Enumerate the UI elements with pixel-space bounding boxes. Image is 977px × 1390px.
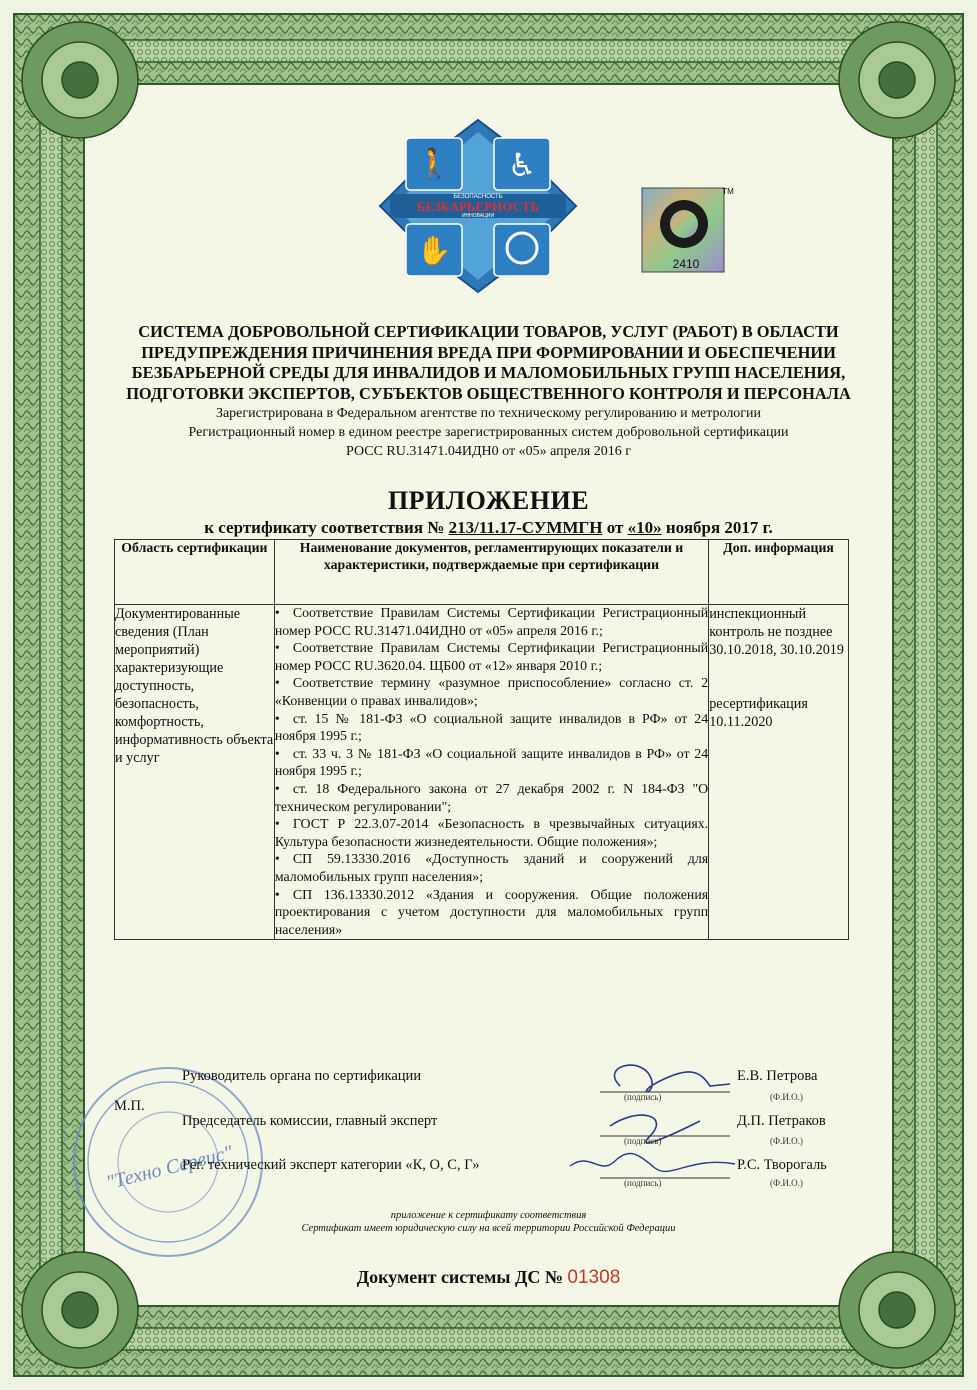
recertification-info: ресертификация 10.11.2020 — [709, 696, 808, 730]
certificate-number: 213/11.17-СУММГН — [448, 518, 603, 537]
system-title-line: ПОДГОТОВКИ ЭКСПЕРТОВ, СУБЪЕКТОВ ОБЩЕСТВЕННОГО КОНТРОЛЯ И ПЕРСОНАЛА — [126, 383, 851, 403]
svg-text:✋: ✋ — [416, 234, 452, 267]
table-header-row — [115, 540, 849, 605]
document-item: • Соответствие термину «разумное приспособление» согласно ст. 2 «Конвенции о правах инвалидов»; — [274, 676, 709, 709]
svg-text:♿: ♿ — [507, 146, 537, 184]
appendix-subtitle — [100, 518, 877, 538]
bezbarernost-logo — [378, 118, 578, 294]
scope-cell: Документированные сведения (План мероприятий) характеризующие доступность, безопасность, комфортность, информативность объекта и услуг — [115, 605, 275, 940]
registration-agency: Зарегистрирована в Федеральном агентстве по техническому регулированию и метрологии — [215, 406, 762, 421]
document-text: Соответствие термину «разумное приспособление» согласно ст. 2 «Конвенции о правах инвалидов»; — [274, 676, 709, 709]
certificate-day: «10» — [627, 518, 662, 537]
svg-text:TM: TM — [722, 187, 734, 196]
documents-cell — [274, 605, 708, 940]
appendix-table — [114, 539, 849, 940]
document-item: • СП 59.13330.2016 «Доступность зданий и сооружений для маломобильных групп населения»; — [274, 852, 709, 885]
document-item: • ГОСТ Р 22.3.07-2014 «Безопасность в чрезвычайных ситуациях. Культура безопасности жизнедеятельности. Общие положения»; — [274, 817, 709, 850]
registration-number: РОСС RU.31471.04ИДН0 от «05» апреля 2016 г — [346, 444, 631, 459]
signatory-name: Р.С. Творогаль — [737, 1157, 827, 1173]
document-item: • Соответствие Правилам Системы Сертификации Регистрационный номер РОСС RU.31471.04ИДН0 от «05» апреля 2016 г.; — [274, 606, 709, 639]
document-text: Соответствие Правилам Системы Сертификации Регистрационный номер РОСС RU.3620.04. ЩБ00 от «12» января 2010 г.; — [274, 641, 709, 674]
document-text: Соответствие Правилам Системы Сертификации Регистрационный номер РОСС RU.31471.04ИДН0 от «05» апреля 2016 г.; — [274, 606, 709, 639]
name-caption: (Ф.И.О.) — [770, 1178, 803, 1188]
signature-caption: (подпись) — [624, 1178, 662, 1188]
subtitle-mid: от — [602, 518, 628, 537]
document-item: • СП 136.13330.2012 «Здания и сооружения. Общие положения проектирования с учетом доступности для маломобильных групп населения» — [274, 887, 709, 938]
document-item: • ст. 15 № 181-ФЗ «О социальной защите инвалидов в РФ» от 24 ноября 1995 г.; — [274, 711, 709, 745]
signatory-role: Председатель комиссии, главный эксперт — [182, 1113, 438, 1129]
svg-text:🚶: 🚶 — [415, 147, 453, 182]
svg-text:БЕЗБАРЬЕРНОСТЬ: БЕЗБАРЬЕРНОСТЬ — [416, 199, 540, 214]
footer-note: приложение к сертификату соответствия — [390, 1210, 587, 1221]
system-title-line: СИСТЕМА ДОБРОВОЛЬНОЙ СЕРТИФИКАЦИИ ТОВАРОВ, УСЛУГ (РАБОТ) В ОБЛАСТИ — [138, 322, 839, 341]
svg-text:ИННОВАЦИИ: ИННОВАЦИИ — [461, 213, 495, 219]
document-text: СП 136.13330.2012 «Здания и сооружения. Общие положения проектирования с учетом доступности для маломобильных групп населения» — [274, 887, 709, 938]
document-item: • Соответствие Правилам Системы Сертификации Регистрационный номер РОСС RU.3620.04. ЩБ00 от «12» января 2010 г.; — [274, 641, 709, 674]
hologram-sticker — [640, 180, 736, 276]
document-text: СП 59.13330.2016 «Доступность зданий и сооружений для маломобильных групп населения»; — [274, 852, 709, 885]
signatory-role: Рег. технический эксперт категории «К, О, С, Г» — [182, 1157, 480, 1173]
signatory-name: Д.П. Петраков — [737, 1113, 826, 1129]
svg-text:"Техно Сервис": "Техно Сервис" — [103, 1141, 235, 1195]
document-number — [100, 1267, 877, 1289]
document-text: ст. 33 ч. 3 № 181-ФЗ «О социальной защите инвалидов в РФ» от 24 ноября 1995 г.; — [274, 746, 709, 780]
document-item: • ст. 33 ч. 3 № 181-ФЗ «О социальной защите инвалидов в РФ» от 24 ноября 1995 г.; — [274, 746, 709, 780]
document-text: ст. 18 Федерального закона от 27 декабря 2002 г. N 184-ФЗ "О техническом регулировании"; — [274, 781, 709, 815]
appendix-title: ПРИЛОЖЕНИЕ — [387, 486, 590, 515]
document-number-value: 01308 — [567, 1267, 621, 1288]
registration-number-label: Регистрационный номер в едином реестре зарегистрированных систем добровольной сертификации — [188, 425, 789, 440]
header-info: Доп. информация — [709, 540, 849, 605]
document-text: ГОСТ Р 22.3.07-2014 «Безопасность в чрезвычайных ситуациях. Культура безопасности жизнедеятельности. Общие положения»; — [274, 817, 709, 850]
document-number-label: Документ системы ДС № — [356, 1267, 568, 1287]
document-text: ст. 15 № 181-ФЗ «О социальной защите инвалидов в РФ» от 24 ноября 1995 г.; — [274, 711, 709, 745]
document-item: • ст. 18 Федерального закона от 27 декабря 2002 г. N 184-ФЗ "О техническом регулировании"; — [274, 781, 709, 815]
signature-caption: (подпись) — [624, 1092, 662, 1102]
signature-image — [560, 1056, 740, 1196]
inspection-info: инспекционный контроль не позднее 30.10.2018, 30.10.2019 — [709, 606, 844, 658]
system-title-line: ПРЕДУПРЕЖДЕНИЯ ПРИЧИНЕНИЯ ВРЕДА ПРИ ФОРМИРОВАНИИ И ОБЕСПЕЧЕНИИ — [141, 342, 836, 362]
system-title-line: БЕЗБАРЬЕРНОЙ СРЕДЫ ДЛЯ ИНВАЛИДОВ И МАЛОМОБИЛЬНЫХ ГРУПП НАСЕЛЕНИЯ, — [131, 363, 846, 382]
footer-validity: Сертификат имеет юридическую силу на всей территории Российской Федерации — [301, 1223, 676, 1234]
info-cell — [709, 605, 849, 940]
stamp-place-label: М.П. — [114, 1098, 145, 1114]
signature-caption: (подпись) — [624, 1136, 662, 1146]
table-row — [115, 605, 849, 940]
signatory-name: Е.В. Петрова — [737, 1068, 818, 1084]
subtitle-prefix: к сертификату соответствия № — [204, 518, 449, 537]
name-caption: (Ф.И.О.) — [770, 1136, 803, 1146]
header-scope: Область сертификации — [115, 540, 275, 605]
signatory-role: Руководитель органа по сертификации — [182, 1068, 422, 1084]
svg-text:2410: 2410 — [672, 257, 700, 271]
svg-text:БЕЗОПАСНОСТЬ: БЕЗОПАСНОСТЬ — [453, 194, 503, 200]
header-documents: Наименование документов, регламентирующих показатели и характеристики, подтверждаемые при сертификации — [274, 540, 708, 605]
name-caption: (Ф.И.О.) — [770, 1092, 803, 1102]
system-header — [100, 322, 877, 461]
certificate-date: ноября 2017 г. — [661, 518, 773, 537]
